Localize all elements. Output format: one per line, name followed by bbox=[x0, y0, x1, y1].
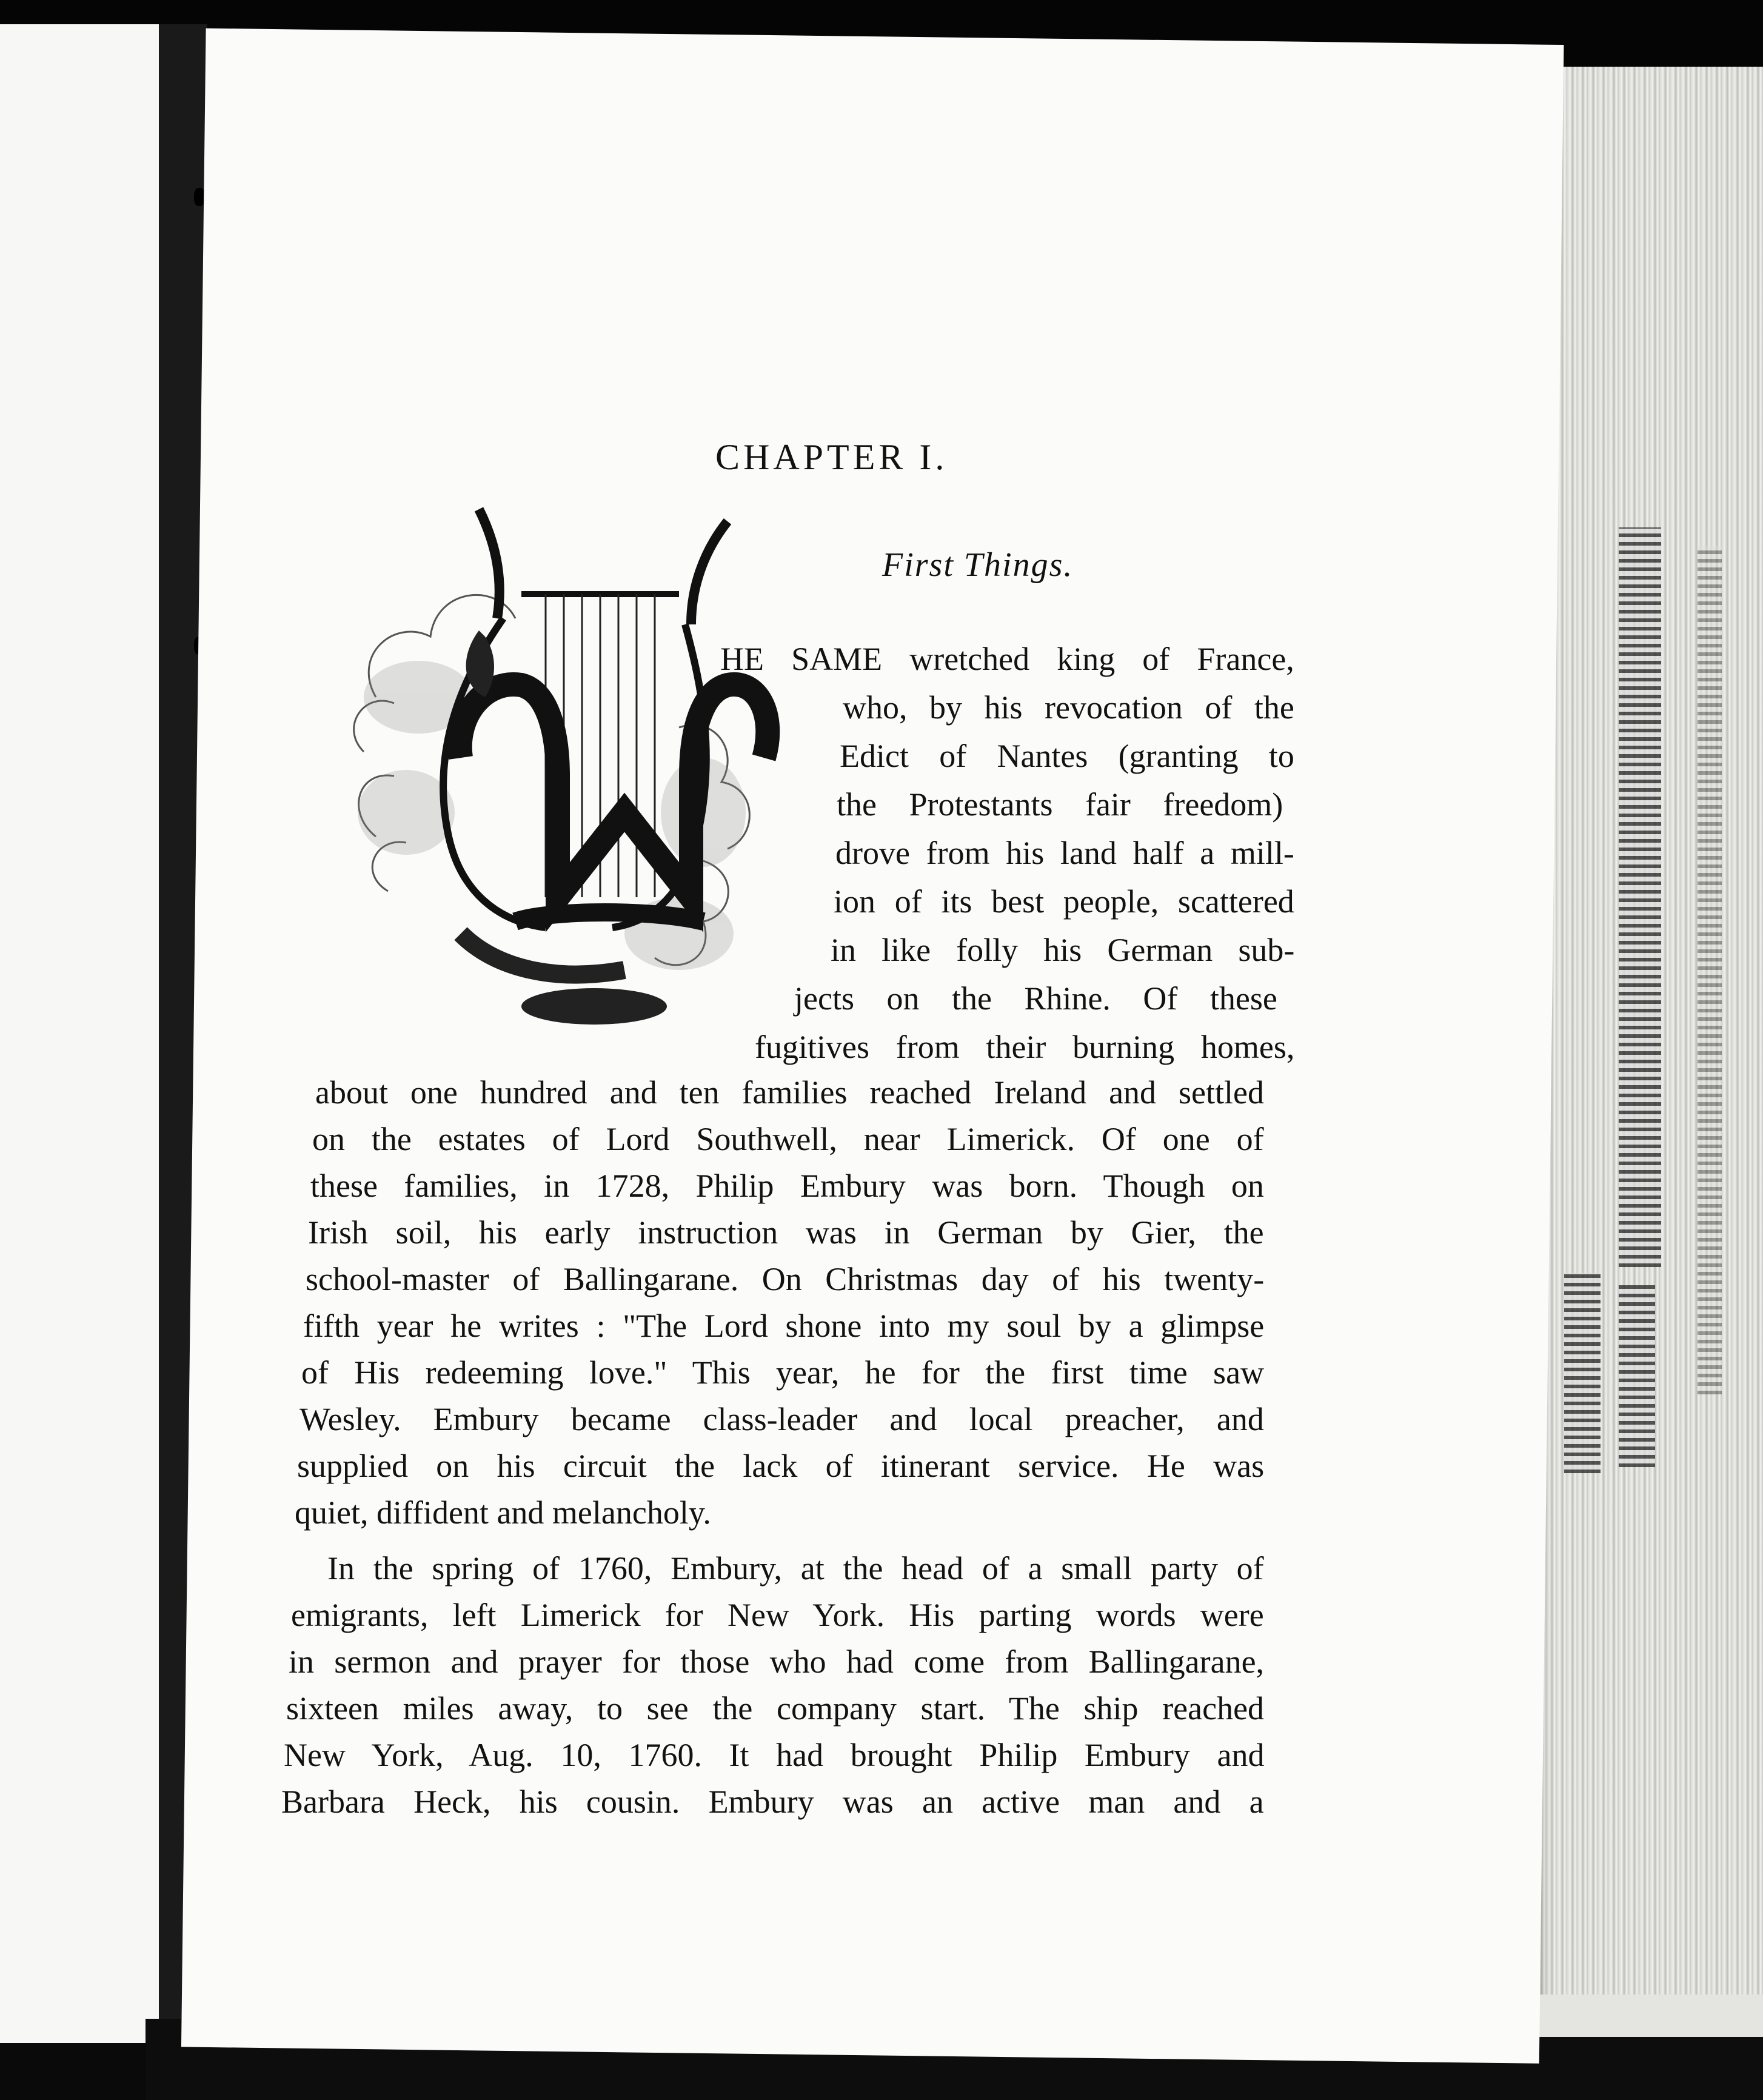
text-line: fifth year he writes : "The Lord shone into my soul by a glimpse bbox=[303, 1308, 1265, 1344]
text-line: New York, Aug. 10, 1760. It had brought Philip Embury and bbox=[284, 1737, 1265, 1773]
stack-stamp-mark bbox=[1564, 1273, 1601, 1473]
text-line: sixteen miles away, to see the company start. The ship reached bbox=[286, 1690, 1265, 1727]
stack-stamp-mark bbox=[1619, 527, 1661, 1267]
text-line: about one hundred and ten families reached Ireland and settled bbox=[315, 1074, 1264, 1111]
text-line: of His redeeming love." This year, he for the first time saw bbox=[301, 1354, 1265, 1391]
text-line: supplied on his circuit the lack of itinerant service. He was bbox=[297, 1448, 1265, 1484]
text-line: who, by his revocation of the bbox=[843, 689, 1294, 726]
chapter-title: CHAPTER I. bbox=[715, 437, 948, 477]
decorative-initial-lyre-icon bbox=[340, 497, 800, 1043]
section-title: First Things. bbox=[882, 546, 1074, 584]
text-line: Wesley. Embury became class-leader and local preacher, and bbox=[299, 1401, 1264, 1437]
text-line: HE SAME wretched king of France, bbox=[720, 641, 1294, 677]
text-line: emigrants, left Limerick for New York. His parting words were bbox=[291, 1597, 1264, 1633]
text-line: school-master of Ballingarane. On Christmas day of his twenty- bbox=[306, 1261, 1265, 1297]
text-line: Irish soil, his early instruction was in German by Gier, the bbox=[308, 1214, 1264, 1251]
text-line: jects on the Rhine. Of these bbox=[794, 980, 1277, 1017]
text-line: quiet, diffident and melancholy. bbox=[295, 1494, 711, 1531]
stack-stamp-mark bbox=[1619, 1285, 1655, 1467]
stack-stamp-mark bbox=[1698, 546, 1722, 1394]
text-line: these families, in 1728, Philip Embury was born. Though on bbox=[310, 1168, 1264, 1204]
text-line: drove from his land half a mill- bbox=[835, 835, 1294, 871]
text-line: the Protestants fair freedom) bbox=[837, 786, 1283, 823]
text-line: ion of its best people, scattered bbox=[834, 883, 1294, 920]
text-line: in sermon and prayer for those who had come from Ballingarane, bbox=[289, 1644, 1265, 1680]
text-line: Edict of Nantes (granting to bbox=[840, 738, 1294, 774]
text-line: fugitives from their burning homes, bbox=[755, 1029, 1295, 1065]
text-line: Barbara Heck, his cousin. Embury was an active man and a bbox=[281, 1784, 1264, 1820]
text-line: in like folly his German sub- bbox=[831, 932, 1295, 968]
text-line: In the spring of 1760, Embury, at the head of a small party of bbox=[327, 1550, 1264, 1587]
text-line: on the estates of Lord Southwell, near Limerick. Of one of bbox=[312, 1121, 1264, 1157]
